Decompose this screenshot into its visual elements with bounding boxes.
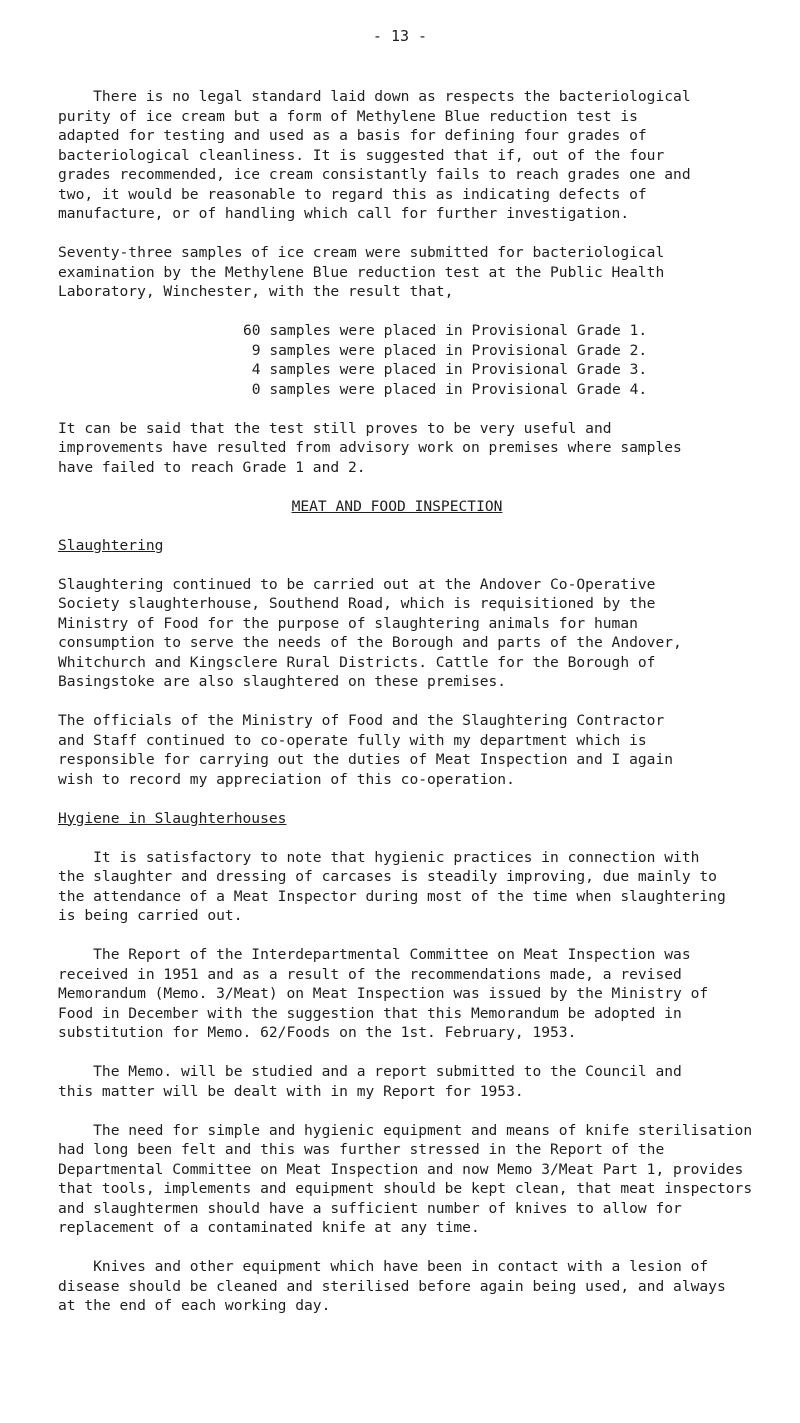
text-line: Seventy-three samples of ice cream were submitted for bacteriological — [58, 244, 665, 261]
text-line: that tools, implements and equipment should be kept clean, that meat inspectors — [58, 1180, 753, 1197]
memo-study-paragraph — [58, 1062, 776, 1101]
section-heading: MEAT AND FOOD INSPECTION — [291, 497, 503, 515]
text-line: Slaughtering continued to be carried out at the Andover Co-Operative — [58, 575, 656, 593]
text-line: Food in December with the suggestion that this Memorandum be adopted in — [58, 1004, 682, 1022]
hygiene-practices-paragraph — [58, 848, 776, 926]
text-line: Memorandum (Memo. 3/Meat) on Meat Inspection was issued by the Ministry of — [58, 985, 709, 1002]
test-usefulness-paragraph — [58, 419, 776, 478]
text-line: Ministry of Food for the purpose of slaughtering animals for human — [58, 614, 638, 632]
text-line: It is satisfactory to note that hygienic practices in connection with — [58, 848, 700, 866]
text-line: replacement of a contaminated knife at any time. — [58, 1219, 480, 1236]
text-line: wish to record my appreciation of this co-operation. — [58, 770, 515, 788]
text-line: Knives and other equipment which have been in contact with a lesion of — [58, 1258, 709, 1275]
text-line: is being carried out. — [58, 907, 243, 924]
slaughtering-paragraph — [58, 575, 776, 692]
slaughtering-heading: Slaughtering — [58, 536, 164, 554]
text-line: responsible for carrying out the duties of Meat Inspection and I again — [58, 751, 674, 768]
text-line: There is no legal standard laid down as respects the bacteriological — [58, 88, 691, 105]
text-line: Basingstoke are also slaughtered on these premises. — [58, 673, 507, 690]
text-line: the slaughter and dressing of carcases is steadily improving, due mainly to — [58, 868, 717, 885]
text-line: The Report of the Interdepartmental Committee on Meat Inspection was — [58, 946, 691, 963]
text-line: The officials of the Ministry of Food and the Slaughtering Contractor — [58, 712, 665, 729]
text-line: purity of ice cream but a form of Methylene Blue reduction test is — [58, 107, 638, 125]
text-line: examination by the Methylene Blue reduction test at the Public Health — [58, 263, 665, 281]
text-line: two, it would be reasonable to regard this as indicating defects of — [58, 185, 647, 203]
text-line: and Staff continued to co-operate fully with my department which is — [58, 731, 647, 749]
text-line: The need for simple and hygienic equipment and means of knife sterilisation — [58, 1121, 753, 1139]
text-line: substitution for Memo. 62/Foods on the 1st. February, 1953. — [58, 1024, 577, 1041]
text-line: Society slaughterhouse, Southend Road, which is requisitioned by the — [58, 595, 656, 612]
text-line: bacteriological cleanliness. It is suggested that if, out of the four — [58, 146, 665, 164]
text-line: Whitchurch and Kingsclere Rural Districts. Cattle for the Borough of — [58, 653, 656, 671]
text-line: consumption to serve the needs of the Borough and parts of the Andover, — [58, 634, 682, 651]
text-line: this matter will be dealt with in my Report for 1953. — [58, 1082, 524, 1100]
page-number: - 13 - — [372, 27, 428, 45]
ice-cream-standard-paragraph — [58, 87, 776, 224]
text-line: the attendance of a Meat Inspector during most of the time when slaughtering — [58, 887, 726, 905]
grade-result-item: 0 samples were placed in Provisional Grade 4. — [243, 380, 648, 398]
text-line: Laboratory, Winchester, with the result that, — [58, 283, 454, 300]
text-line: disease should be cleaned and sterilised before again being used, and always — [58, 1277, 726, 1295]
text-line: adapted for testing and used as a basis for defining four grades of — [58, 127, 647, 144]
document-body — [58, 87, 776, 1316]
text-line: at the end of each working day. — [58, 1297, 331, 1314]
officials-paragraph — [58, 711, 776, 789]
grade-result-item: 60 samples were placed in Provisional Grade 1. — [243, 322, 648, 339]
knives-cleaning-paragraph — [58, 1257, 776, 1316]
text-line: The Memo. will be studied and a report submitted to the Council and — [58, 1063, 682, 1080]
grade-result-item: 9 samples were placed in Provisional Grade 2. — [243, 341, 648, 359]
text-line: and slaughtermen should have a sufficient number of knives to allow for — [58, 1199, 682, 1217]
grade-result-item: 4 samples were placed in Provisional Grade 3. — [243, 361, 648, 378]
hygiene-heading: Hygiene in Slaughterhouses — [58, 809, 287, 827]
text-line: Departmental Committee on Meat Inspection and now Memo 3/Meat Part 1, provides — [58, 1160, 744, 1178]
text-line: It can be said that the test still proves to be very useful and — [58, 419, 612, 437]
text-line: grades recommended, ice cream consistantly fails to reach grades one and — [58, 166, 691, 183]
grade-results-list — [243, 321, 776, 399]
text-line: manufacture, or of handling which call for further investigation. — [58, 205, 630, 222]
knife-sterilisation-paragraph — [58, 1121, 776, 1238]
committee-report-paragraph — [58, 945, 776, 1043]
samples-paragraph — [58, 243, 776, 302]
text-line: have failed to reach Grade 1 and 2. — [58, 458, 366, 476]
text-line: improvements have resulted from advisory work on premises where samples — [58, 439, 682, 456]
text-line: had long been felt and this was further stressed in the Report of the — [58, 1141, 665, 1158]
text-line: received in 1951 and as a result of the recommendations made, a revised — [58, 965, 682, 983]
